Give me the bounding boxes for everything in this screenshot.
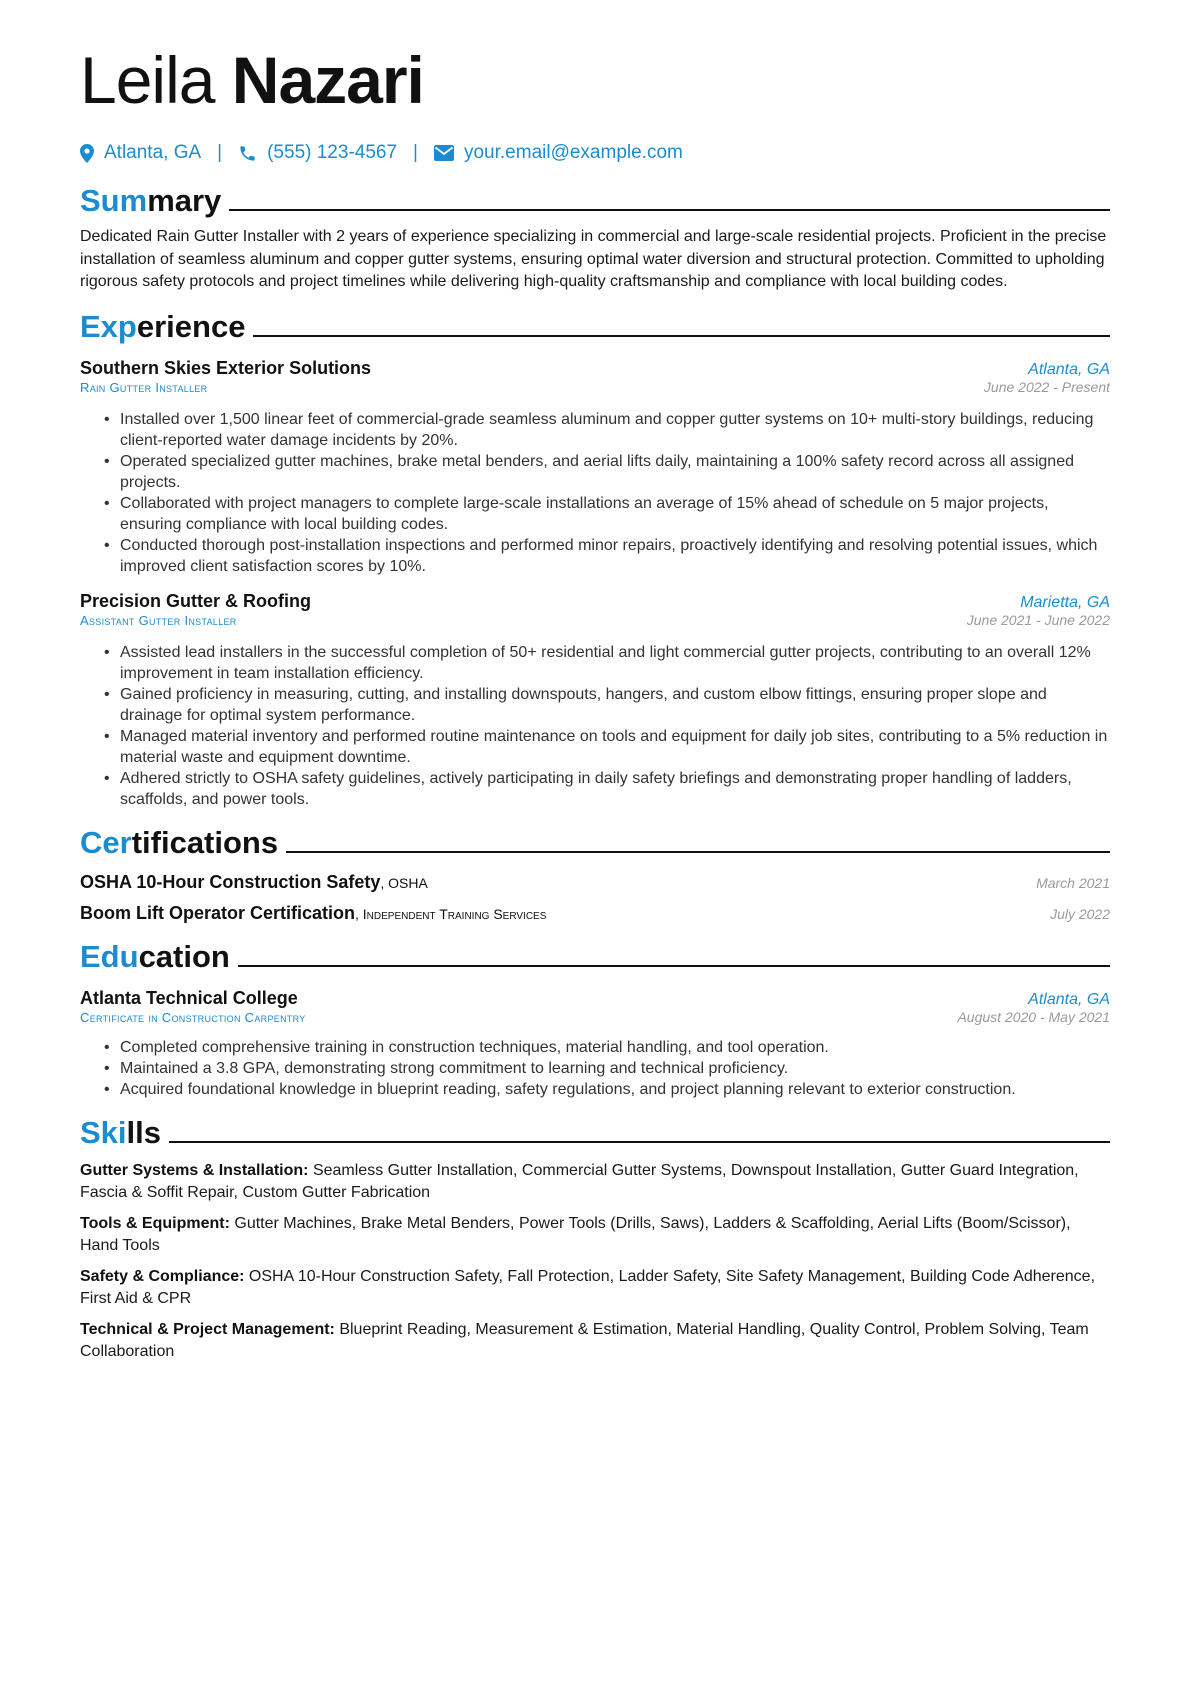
skill-group bbox=[80, 1266, 1110, 1311]
title-rest: lls bbox=[126, 1114, 161, 1150]
section-rule bbox=[253, 335, 1110, 337]
section-title bbox=[80, 824, 278, 862]
list-item: • Assisted lead installers in the successful completion of 50+ residential and light commercial gutter projects, contributing to an overall 12% improvement in team installation efficiency. bbox=[120, 642, 1110, 684]
title-accent: Ski bbox=[80, 1114, 127, 1150]
envelope-icon bbox=[434, 145, 454, 161]
job-bullets bbox=[80, 642, 1110, 810]
experience-heading bbox=[80, 300, 1110, 346]
phone-icon bbox=[238, 144, 257, 163]
list-item: • Collaborated with project managers to complete large-scale installations an average of 15% ahead of schedule on 5 major projects, ensuring compliance with local building codes. bbox=[120, 493, 1110, 535]
phone-text: (555) 123-4567 bbox=[267, 142, 398, 163]
section-rule bbox=[238, 965, 1110, 967]
map-pin-icon bbox=[80, 144, 94, 163]
skill-label: Safety & Compliance: bbox=[80, 1267, 245, 1285]
list-item: • Acquired foundational knowledge in blueprint reading, safety regulations, and project planning relevant to exterior construction. bbox=[120, 1079, 1110, 1100]
skill-label: Gutter Systems & Installation: bbox=[80, 1161, 309, 1179]
title-accent: Cer bbox=[80, 824, 132, 860]
certification-issuer: , Independent Training Services bbox=[355, 905, 547, 922]
list-item: • Managed material inventory and performed routine maintenance on tools and equipment for daily job sites, contributing to a 5% reduction in material waste and equipment downtime. bbox=[120, 726, 1110, 768]
title-accent: Exp bbox=[80, 308, 137, 344]
contact-separator: | bbox=[413, 142, 418, 163]
list-item: • Completed comprehensive training in construction techniques, material handling, and tool operation. bbox=[120, 1037, 1110, 1058]
section-rule bbox=[286, 851, 1110, 853]
summary-heading bbox=[80, 174, 1110, 220]
title-rest: cation bbox=[138, 938, 230, 974]
candidate-name bbox=[80, 40, 1110, 120]
list-item: • Installed over 1,500 linear feet of commercial-grade seamless aluminum and copper gutter systems on 10+ multi-story buildings, reducing client-reported water damage incidents by 20%. bbox=[120, 409, 1110, 451]
last-name: Nazari bbox=[231, 43, 424, 117]
phone-item[interactable] bbox=[238, 142, 397, 164]
job-location: Marietta, GA bbox=[1020, 593, 1110, 611]
summary-text: Dedicated Rain Gutter Installer with 2 years of experience specializing in commercial and large-scale residential projects. Proficient in the precise installation of seamless aluminum and copper gutter systems, ensuring optimal water diversion and structural protection. Committed to upholding rigorous safety protocols and project timelines while delivering high-quality craftsmanship and compliance with local building codes. bbox=[80, 228, 1107, 290]
certification-issuer: , OSHA bbox=[380, 874, 428, 891]
skill-list: OSHA 10-Hour Construction Safety, Fall Protection, Ladder Safety, Site Safety Management, Building Code Adherence, First Aid & CPR bbox=[80, 1267, 1096, 1307]
company-name: Precision Gutter & Roofing bbox=[80, 590, 312, 611]
title-accent: Sum bbox=[80, 183, 148, 218]
job-location: Atlanta, GA bbox=[1028, 360, 1110, 378]
skill-group bbox=[80, 1319, 1110, 1364]
company-name: Southern Skies Exterior Solutions bbox=[80, 357, 372, 378]
job-title: Rain Gutter Installer bbox=[80, 379, 208, 395]
job-bullets bbox=[80, 409, 1110, 577]
section-title bbox=[80, 938, 230, 976]
title-rest: erience bbox=[136, 308, 246, 344]
contact-separator: | bbox=[217, 142, 223, 163]
title-accent: Edu bbox=[80, 938, 139, 974]
job-title: Assistant Gutter Installer bbox=[80, 612, 237, 628]
section-rule bbox=[229, 209, 1110, 211]
email-item[interactable] bbox=[434, 142, 683, 164]
certification-name: OSHA 10-Hour Construction Safety bbox=[80, 871, 381, 892]
job-entry bbox=[80, 358, 1110, 577]
certification-item bbox=[80, 872, 1110, 893]
skill-list: Seamless Gutter Installation, Commercial Gutter Systems, Downspout Installation, Gutter Guard Integration, Fascia & Soffit Repair, Custom Gutter Fabrication bbox=[80, 1161, 1079, 1201]
list-item: • Gained proficiency in measuring, cutting, and installing downspouts, hangers, and custom elbow fittings, ensuring proper slope and drainage for optimal system performance. bbox=[120, 684, 1110, 726]
program-name: Certificate in Construction Carpentry bbox=[80, 1009, 306, 1025]
education-bullets bbox=[80, 1037, 1110, 1100]
job-dates: June 2022 - Present bbox=[983, 378, 1110, 395]
email-link: your.email@example.com bbox=[463, 142, 683, 163]
list-item: • Maintained a 3.8 GPA, demonstrating strong commitment to learning and technical proficiency. bbox=[120, 1058, 1110, 1079]
education-heading bbox=[80, 930, 1110, 976]
school-location: Atlanta, GA bbox=[1028, 990, 1110, 1008]
first-name: Leila bbox=[80, 43, 215, 117]
education-entry bbox=[80, 988, 1110, 1100]
section-title bbox=[80, 182, 221, 220]
skill-group bbox=[80, 1160, 1110, 1205]
certification-name: Boom Lift Operator Certification bbox=[80, 902, 356, 923]
location-text: Atlanta, GA bbox=[104, 142, 202, 163]
skill-list: Blueprint Reading, Measurement & Estimation, Material Handling, Quality Control, Problem Solving, Team Collaboration bbox=[80, 1320, 1089, 1360]
list-item: • Adhered strictly to OSHA safety guidelines, actively participating in daily safety briefings and demonstrating proper handling of ladders, scaffolds, and power tools. bbox=[120, 768, 1110, 810]
title-rest: tifications bbox=[131, 824, 279, 860]
contact-line bbox=[80, 138, 1110, 168]
certification-date: March 2021 bbox=[1036, 874, 1110, 891]
certifications-heading bbox=[80, 816, 1110, 862]
school-name: Atlanta Technical College bbox=[80, 987, 298, 1008]
skill-group bbox=[80, 1213, 1110, 1258]
skill-label: Technical & Project Management: bbox=[80, 1320, 335, 1338]
list-item: • Operated specialized gutter machines, brake metal benders, and aerial lifts daily, maintaining a 100% safety record across all assigned projects. bbox=[120, 451, 1110, 493]
certification-item bbox=[80, 903, 1110, 924]
section-title bbox=[80, 308, 245, 346]
title-rest: mary bbox=[147, 183, 222, 218]
education-dates: August 2020 - May 2021 bbox=[957, 1008, 1110, 1025]
skills-heading bbox=[80, 1106, 1110, 1152]
section-rule bbox=[169, 1141, 1110, 1143]
job-dates: June 2021 - June 2022 bbox=[966, 611, 1110, 628]
skill-list: Gutter Machines, Brake Metal Benders, Power Tools (Drills, Saws), Ladders & Scaffolding, Aerial Lifts (Boom/Scissor), Hand Tools bbox=[80, 1214, 1071, 1254]
section-title bbox=[80, 1114, 161, 1152]
job-entry bbox=[80, 591, 1110, 810]
skill-label: Tools & Equipment: bbox=[80, 1214, 230, 1232]
certification-date: July 2022 bbox=[1050, 905, 1110, 922]
location-item bbox=[80, 142, 201, 164]
list-item: • Conducted thorough post-installation inspections and performed minor repairs, proactively identifying and resolving potential issues, which improved client satisfaction scores by 10%. bbox=[120, 535, 1110, 577]
